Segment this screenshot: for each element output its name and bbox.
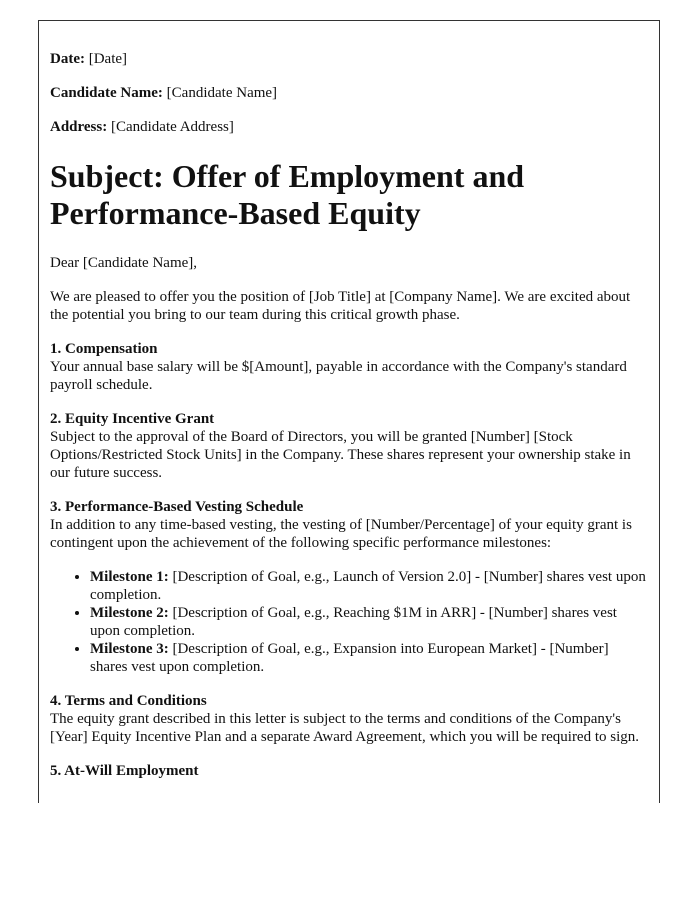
- section-title: 4. Terms and Conditions: [50, 693, 207, 709]
- address-value: [Candidate Address]: [110, 119, 234, 135]
- address-label: Address:: [50, 119, 108, 135]
- milestone-list: [50, 568, 648, 676]
- subject-heading: Subject: Offer of Employment and Performance-Based Equity: [50, 158, 525, 231]
- milestone-text: [Description of Goal, e.g., Launch of Version 2.0] - [Number] shares vest upon completion.: [90, 569, 646, 603]
- candidate-name-line: [50, 84, 648, 102]
- milestone-text: [Description of Goal, e.g., Reaching $1M in ARR] - [Number] shares vest upon completion.: [90, 605, 617, 639]
- milestone-label: Milestone 1:: [90, 569, 169, 585]
- date-label: Date:: [50, 51, 85, 67]
- address-line: [50, 118, 648, 136]
- section-body: Your annual base salary will be $[Amount], payable in accordance with the Company's standard payroll schedule.: [50, 359, 627, 393]
- list-item: [90, 604, 648, 640]
- section-title: 3. Performance-Based Vesting Schedule: [50, 499, 304, 515]
- section-at-will: [50, 762, 648, 780]
- offer-letter-document: [38, 20, 660, 803]
- list-item: [90, 568, 648, 604]
- section-terms: [50, 692, 648, 746]
- section-title: 5. At-Will Employment: [50, 763, 199, 779]
- milestone-label: Milestone 3:: [90, 641, 169, 657]
- section-title: 2. Equity Incentive Grant: [50, 411, 215, 427]
- list-item: [90, 640, 648, 676]
- candidate-name-label: Candidate Name:: [50, 85, 163, 101]
- section-title: 1. Compensation: [50, 341, 158, 357]
- milestone-label: Milestone 2:: [90, 605, 169, 621]
- section-compensation: [50, 340, 648, 394]
- salutation: Dear [Candidate Name],: [50, 255, 198, 271]
- section-vesting: [50, 498, 648, 552]
- milestone-text: [Description of Goal, e.g., Expansion into European Market] - [Number] shares vest upon completion.: [90, 641, 609, 675]
- date-line: [50, 50, 648, 68]
- section-equity-grant: [50, 410, 648, 482]
- candidate-name-value: [Candidate Name]: [166, 85, 278, 101]
- intro-paragraph: We are pleased to offer you the position of [Job Title] at [Company Name]. We are excited about the potential you bring to our team during this critical growth phase.: [50, 289, 631, 323]
- date-value: [Date]: [88, 51, 128, 67]
- section-body: In addition to any time-based vesting, the vesting of [Number/Percentage] of your equity grant is contingent upon the achievement of the following specific performance milestones:: [50, 517, 632, 551]
- section-body: The equity grant described in this letter is subject to the terms and conditions of the Company's [Year] Equity Incentive Plan and a separate Award Agreement, which you will be required to sign.: [50, 711, 640, 745]
- section-body: Subject to the approval of the Board of Directors, you will be granted [Number] [Stock Options/Restricted Stock Units] in the Company. These shares represent your ownership stake in our future success.: [50, 429, 631, 481]
